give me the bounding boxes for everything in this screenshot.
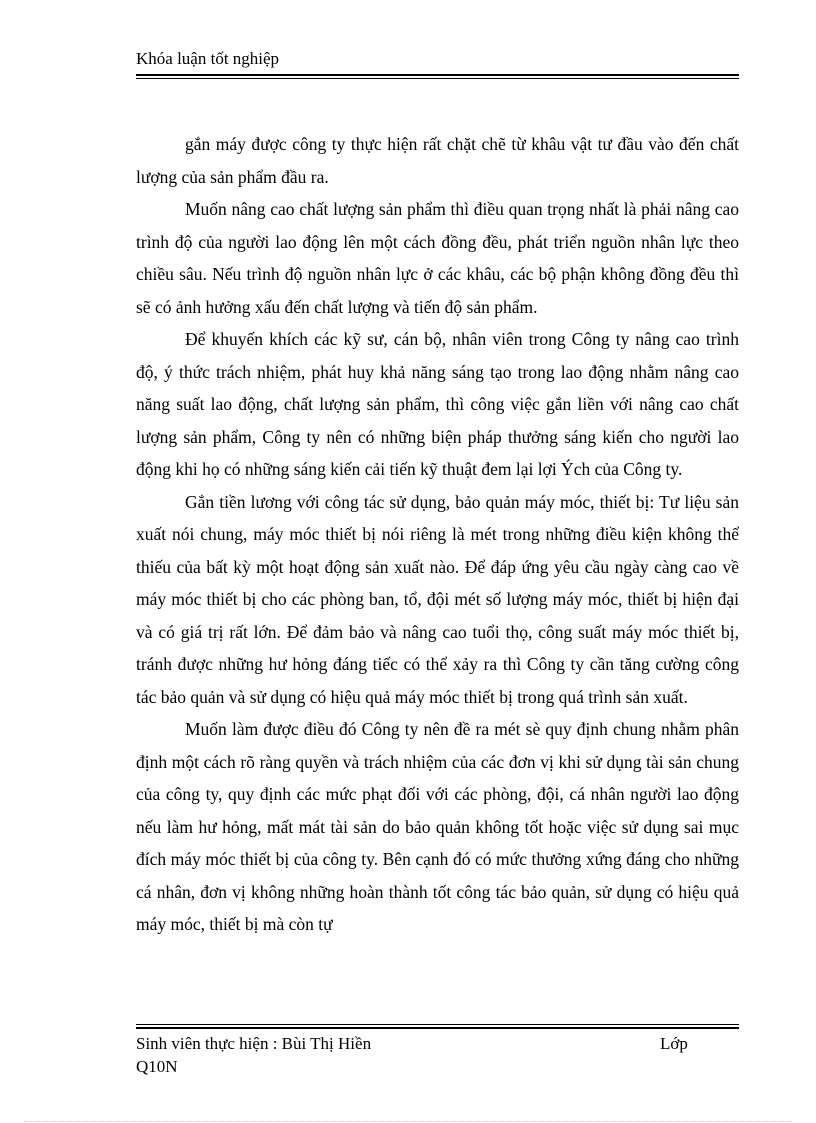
header-title: Khóa luận tốt nghiệp [136, 49, 280, 68]
footer-rule [136, 1024, 739, 1029]
footer-student: Sinh viên thực hiện : Bùi Thị Hiền [136, 1034, 372, 1053]
paragraph: Gắn tiền lương với công tác sử dụng, bảo quản máy móc, thiết bị: Tư liệu sản xuất nói chung, máy móc thiết bị nói riêng là mét trong những điều kiện không thể thiếu của bất kỳ một hoạt động sản xuất nào. Để đáp ứng yêu cầu ngày càng cao về máy móc thiết bị cho các phòng ban, tổ, đội mét số lượng máy móc, thiết bị hiện đại và có giá trị rất lớn. Để đảm bảo và nâng cao tuổi thọ, công suất máy móc thiết bị, tránh được những hư hỏng đáng tiếc có thể xảy ra thì Công ty cần tăng cường công tác bảo quản và sử dụng có hiệu quả máy móc thiết bị trong quá trình sản xuất. [136, 491, 739, 707]
paragraph-continued: gắn máy được công ty thực hiện rất chặt chẽ từ khâu vật tư đầu vào đến chất lượng của sản phẩm đầu ra. [136, 134, 739, 187]
footer-class-value: Q10N [136, 1057, 178, 1076]
paragraph: Để khuyến khích các kỹ sư, cán bộ, nhân viên trong Công ty nâng cao trình độ, ý thức trách nhiệm, phát huy khả năng sáng tạo trong lao động nhằm nâng cao năng suất lao động, chất lượng sản phẩm, thì công việc gắn liền với nâng cao chất lượng sản phẩm, Công ty nên có những biện pháp thưởng sáng kiến cho người lao động khi họ có những sáng kiến cải tiến kỹ thuật đem lại lợi Ých của Công ty. [136, 329, 739, 479]
paragraph: Muốn nâng cao chất lượng sản phẩm thì điều quan trọng nhất là phải nâng cao trình độ của người lao động lên một cách đồng đều, phát triển nguồn nhân lực theo chiều sâu. Nếu trình độ nguồn nhân lực ở các khâu, các bộ phận không đồng đều thì sẽ có ảnh hưởng xấu đến chất lượng và tiến độ sản phẩm. [136, 199, 739, 317]
body-text [136, 128, 739, 941]
footer-class-label: Lớp [660, 1034, 688, 1053]
page-edge-divider [24, 1121, 792, 1122]
header-rule [136, 74, 739, 79]
paragraph: Muốn làm được điều đó Công ty nên đề ra mét sè quy định chung nhằm phân định một cách rõ ràng quyền và trách nhiệm của các đơn vị khi sử dụng tài sản chung của công ty, quy định các mức phạt đối với các phòng, đội, cá nhân người lao động nếu làm hư hỏng, mất mát tài sản do bảo quản không tốt hoặc việc sử dụng sai mục đích máy móc thiết bị của công ty. Bên cạnh đó có mức thưởng xứng đáng cho những cá nhân, đơn vị không những hoàn thành tốt công tác bảo quản, sử dụng có hiệu quả máy móc, thiết bị mà còn tự [136, 719, 739, 934]
